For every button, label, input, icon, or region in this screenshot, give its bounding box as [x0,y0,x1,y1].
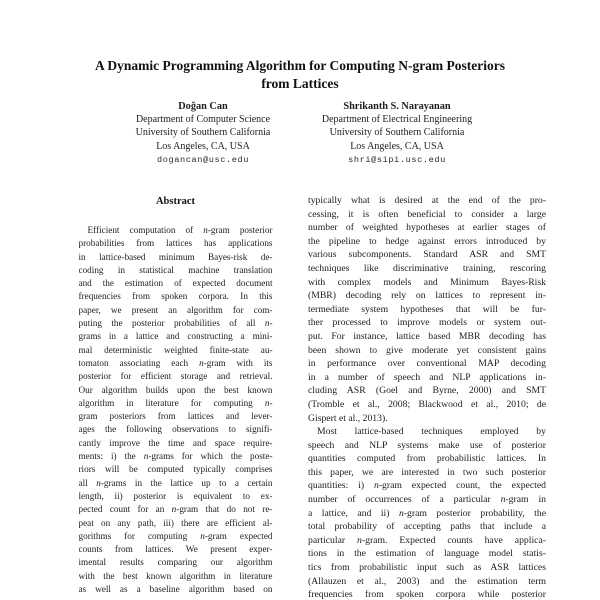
text-line: a lattice, and ii) n-gram posterior probability, the [308,507,546,519]
author-name: Shrikanth S. Narayanan [343,101,451,112]
text-line: this paper, we are interested in two such posterior [308,466,546,478]
text-line: frequencies from spoken corpora while posterior [308,589,546,600]
author-email: shri@sipi.usc.edu [348,154,446,165]
text-line: quantities computed from probabilistic lattices. In [308,453,546,465]
author-affiliation-line: Los Angeles, CA, USA [350,140,444,152]
paragraph [308,194,546,425]
author-affiliation-line: Los Angeles, CA, USA [156,140,250,152]
text-line: cantly improve the time and space require- [78,437,273,448]
author-block-1 [113,100,293,167]
authors-row [0,100,600,167]
text-line: number of occurrences of a particular n-gram in [308,494,546,506]
text-line: frequencies from spoken corpora. In this [78,291,273,302]
text-line: coding in statistical machine translation [78,264,273,275]
author-affiliation-line: Department of Computer Science [135,114,271,126]
text-line: puting the posterior probabilities of all n- [78,318,273,329]
text-line: been shown to give moderate yet consistent gains [308,344,546,356]
text-line: typically what is desired at the end of the pro- [308,195,546,206]
text-line: techniques like discriminative training, rescoring [308,262,546,274]
text-line: in lattice-based minimum Bayes-risk de- [78,251,273,262]
text-line: put. For instance, lattice based MBR decoding has [308,330,546,342]
text-line: pected count for an n-gram that do not re- [78,504,273,515]
author-affiliation-line: University of Southern California [329,127,465,139]
text-line: Gispert et al., 2013). [308,412,388,424]
text-line: probabilities from lattices has applications [78,238,273,249]
text-line: with the best known algorithm in literature [78,570,273,581]
text-line: tions in the estimation of language model statis- [308,548,546,560]
text-line: riors will be computed typically comprises [78,464,273,475]
text-line: gram posteriors from lattices and lever- [78,411,273,422]
paragraph [79,224,273,596]
text-line: as well as a baseline algorithm based on [78,584,273,595]
text-line: gorithms for computing n-gram expected [78,530,273,541]
text-line: particular n-gram. Expected counts have applica- [308,534,546,546]
text-line: and the estimation of expected document [78,278,273,289]
author-affiliation-line: Department of Electrical Engineering [321,114,473,126]
text-line: with complex models and Minimum Bayes-Risk [308,276,546,288]
text-line: imental results comparing our algorithm [78,557,273,568]
text-line: the pipeline to hedge against errors introduced by [308,235,546,247]
text-line: grams in a lattice and constructing a mini- [78,331,273,342]
intro-column-text [308,194,546,600]
text-line: (Tromble et al., 2008; Blackwood et al., 2010; de [308,398,546,410]
text-line: in a number of speech and NLP applications in- [308,371,546,383]
text-line: speech and NLP systems make use of posterior [308,439,546,451]
paper-title [0,57,600,92]
text-line: ages the following observations to signifi- [78,424,273,435]
text-line: algorithm in literature for computing n- [78,397,273,408]
abstract-section [57,196,294,596]
text-line: (Allauzen et al., 2003) and the estimation term [308,575,546,587]
abstract-text [79,224,273,596]
text-line: all n-grams in the lattice up to a certain [78,477,273,488]
author-email: dogancan@usc.edu [156,154,250,165]
text-line: cessing, it is often beneficial to consider a large [308,208,546,220]
text-line: ments: i) the n-grams for which the poste- [78,451,273,462]
text-line: quantities: i) n-gram expected count, the expected [308,480,546,492]
author-affiliation-line: University of Southern California [135,127,271,139]
text-line: Most lattice-based techniques employed by [317,426,546,438]
text-line: tics from probabilistic input such as ASR lattices [308,562,546,574]
text-line: posterior for efficient storage and retrieval. [78,371,273,382]
text-line: termediate system hypotheses that will be fur- [308,303,546,315]
text-line: cluding ASR (Goel and Byrne, 2000) and SMT [308,385,546,397]
paper-title-line-1: A Dynamic Programming Algorithm for Computing N-gram Posteriors [94,58,506,73]
text-line: mal deterministic weighted finite-state au- [78,344,273,355]
text-line: (MBR) decoding rely on lattices to represent in- [308,290,546,302]
text-line: tomaton associating each n-gram with its [78,357,273,368]
text-line: peat on any path, iii) there are efficient al- [78,517,273,528]
abstract-heading: Abstract [155,196,196,207]
author-block-2 [307,100,487,167]
paper-title-line-2: from Lattices [261,75,339,91]
text-line: Efficient computation of n-gram posterior [87,225,273,235]
text-line: paper, we present an algorithm for com- [78,304,273,315]
text-line: Our algorithm builds upon the best known [78,384,273,395]
text-line: number of weighted hypotheses at earlier stages of [308,222,546,234]
text-line: in performance over conventional MAP decoding [308,358,546,370]
paragraph [308,425,546,600]
author-name: Doğan Can [178,101,228,112]
text-line: length, ii) posterior is equivalent to ex- [78,490,273,501]
text-line: counts from lattices. We present exper- [78,544,273,555]
text-line: various subcomponents. Standard ASR and SMT [308,249,546,261]
text-line: ther processed to improve models or system out- [308,317,546,329]
text-line: total probability of accepting paths that include a [308,521,546,533]
